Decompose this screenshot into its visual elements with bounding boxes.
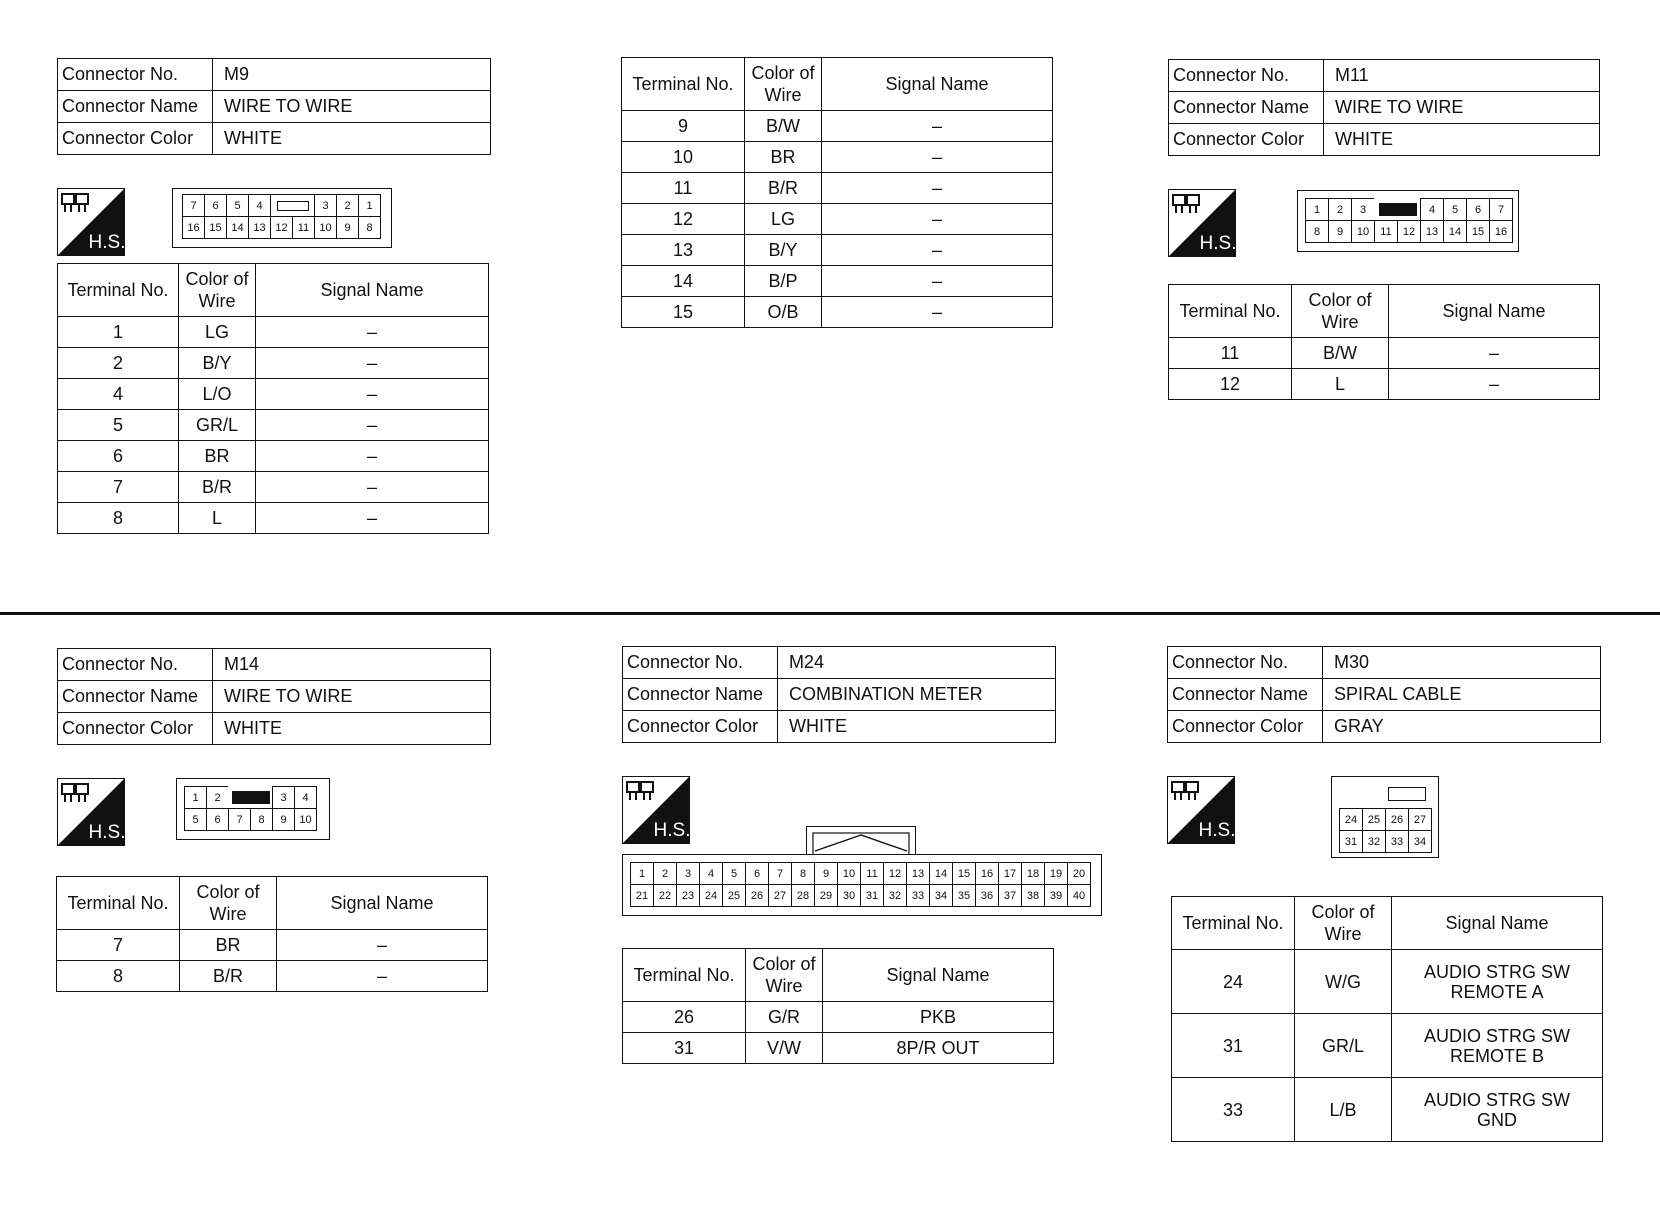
m11-pin: 3 [1351, 198, 1375, 221]
table-row [1172, 950, 1603, 1014]
signal-name-cell-wrap [1389, 338, 1600, 369]
m14-terminal-table [56, 876, 488, 992]
m30-pin: 24 [1339, 808, 1363, 831]
m24-pin: 7 [768, 862, 792, 885]
m9-pin: 13 [248, 216, 271, 239]
header-signal-name: Signal Name [1389, 285, 1600, 338]
m9-connector-name: WIRE TO WIRE [213, 91, 491, 123]
table-row [623, 1002, 1054, 1033]
svg-text:H.S.: H.S. [88, 822, 125, 843]
signal-name-cell-wrap [256, 441, 489, 472]
table-row [622, 173, 1053, 204]
m11-pin: 5 [1443, 198, 1467, 221]
m24-pin: 5 [722, 862, 746, 885]
header-terminal-no: Terminal No. [57, 877, 180, 930]
m24-pin: 1 [630, 862, 654, 885]
m24-connector-name: COMBINATION METER [778, 679, 1056, 711]
wire-color-cell: L/B [1295, 1078, 1392, 1142]
m9-connector-face [172, 188, 392, 248]
signal-name-cell-wrap [822, 266, 1053, 297]
m24-pin: 37 [998, 884, 1022, 907]
m24-pin: 18 [1021, 862, 1045, 885]
signal-name-cell-wrap [256, 379, 489, 410]
table-row [622, 297, 1053, 328]
m30-pin: 25 [1362, 808, 1386, 831]
wire-color-cell: BR [179, 441, 256, 472]
m9-pin [270, 194, 315, 217]
header-signal-name: Signal Name [256, 264, 489, 317]
m14-pin-grid [185, 787, 317, 831]
table-row [58, 379, 489, 410]
header-terminal-no: Terminal No. [58, 264, 179, 317]
m30-pin: 33 [1385, 830, 1409, 853]
m30-connector-face [1331, 776, 1439, 858]
signal-name-cell: – [366, 321, 377, 342]
signal-name-cell: REMOTE A [1450, 981, 1544, 1002]
table-row [58, 472, 489, 503]
m24-pin: 28 [791, 884, 815, 907]
signal-name-cell: – [931, 208, 942, 229]
m14-pin: 8 [250, 808, 273, 831]
m11-pin: 10 [1351, 220, 1375, 243]
header-color-of-wire: Color of Wire [745, 58, 822, 111]
section-divider [0, 612, 1660, 615]
wire-color-cell: L/O [179, 379, 256, 410]
wire-color-cell: L [1292, 369, 1389, 400]
terminal-no-cell: 5 [58, 410, 179, 441]
terminal-no-cell: 33 [1172, 1078, 1295, 1142]
terminal-no-cell: 6 [58, 441, 179, 472]
label-connector-name: Connector Name [623, 679, 778, 711]
m30-pin: 31 [1339, 830, 1363, 853]
table-row [58, 503, 489, 534]
m24-pin: 32 [883, 884, 907, 907]
m24-pin: 6 [745, 862, 769, 885]
m14-blank-slot [232, 791, 270, 804]
m9-pin: 5 [226, 194, 249, 217]
signal-name-cell: – [366, 476, 377, 497]
terminal-no-cell: 24 [1172, 950, 1295, 1014]
terminal-no-cell: 12 [1169, 369, 1292, 400]
m24-pin: 17 [998, 862, 1022, 885]
signal-name-cell-wrap [256, 472, 489, 503]
m30-connector-no: M30 [1323, 647, 1601, 679]
m30-terminal-table [1171, 896, 1603, 1142]
m24-info-table [622, 646, 1056, 743]
m24-terminal-table [622, 948, 1054, 1064]
m30-pin: 32 [1362, 830, 1386, 853]
m24-pin: 36 [975, 884, 999, 907]
label-connector-name: Connector Name [58, 91, 213, 123]
m11-pin: 8 [1305, 220, 1329, 243]
m24-pin: 30 [837, 884, 861, 907]
m24-pin: 21 [630, 884, 654, 907]
m30-info-table [1167, 646, 1601, 743]
m14-pin: 5 [184, 808, 207, 831]
m24-pin: 38 [1021, 884, 1045, 907]
terminal-no-cell: 10 [622, 142, 745, 173]
svg-text:H.S.: H.S. [1199, 233, 1236, 254]
m11-pin: 9 [1328, 220, 1352, 243]
header-terminal-no: Terminal No. [622, 58, 745, 111]
terminal-no-cell: 26 [623, 1002, 746, 1033]
m11-pin: 7 [1489, 198, 1513, 221]
signal-name-cell: AUDIO STRG SW [1423, 1025, 1570, 1046]
m24-pin: 8 [791, 862, 815, 885]
terminal-no-cell: 8 [58, 503, 179, 534]
signal-name-cell: PKB [919, 1006, 957, 1027]
m14-info-table [57, 648, 491, 745]
signal-name-cell-wrap [1392, 1014, 1603, 1078]
m9-pin: 1 [358, 194, 381, 217]
label-connector-color: Connector Color [58, 713, 213, 745]
table-row [57, 961, 488, 992]
header-terminal-no: Terminal No. [1169, 285, 1292, 338]
m9-pin: 3 [314, 194, 337, 217]
m11-pin: 4 [1420, 198, 1444, 221]
header-color-of-wire: Color of Wire [179, 264, 256, 317]
m24-pin: 19 [1044, 862, 1068, 885]
m14-connector-color: WHITE [213, 713, 491, 745]
wire-color-cell: BR [180, 930, 277, 961]
m24-pin: 11 [860, 862, 884, 885]
wire-color-cell: B/W [745, 111, 822, 142]
label-connector-color: Connector Color [1169, 124, 1324, 156]
m24-pin: 15 [952, 862, 976, 885]
m9-pin: 14 [226, 216, 249, 239]
svg-text:H.S.: H.S. [88, 232, 125, 253]
label-connector-name: Connector Name [1168, 679, 1323, 711]
m11-pin-grid [1306, 199, 1513, 243]
wire-color-cell: B/R [179, 472, 256, 503]
hs-symbol-icon [1168, 189, 1236, 257]
signal-name-cell: – [366, 507, 377, 528]
m11-pin: 1 [1305, 198, 1329, 221]
signal-name-cell-wrap [256, 503, 489, 534]
m24-pin: 9 [814, 862, 838, 885]
m9-pin: 8 [358, 216, 381, 239]
m11-pin: 15 [1466, 220, 1490, 243]
signal-name-cell: – [1488, 342, 1499, 363]
terminal-no-cell: 31 [623, 1033, 746, 1064]
signal-name-cell-wrap [1389, 369, 1600, 400]
header-color-of-wire: Color of Wire [746, 949, 823, 1002]
m14-pin: 1 [184, 786, 207, 809]
m11-terminal-table [1168, 284, 1600, 400]
signal-name-cell: – [931, 115, 942, 136]
signal-name-cell: – [931, 239, 942, 260]
m24-pin: 24 [699, 884, 723, 907]
signal-name-cell-wrap [823, 1002, 1054, 1033]
m9-terminal-table-continued [621, 57, 1053, 328]
m24-pin: 20 [1067, 862, 1091, 885]
m24-pin: 33 [906, 884, 930, 907]
m9-pin: 6 [204, 194, 227, 217]
signal-name-cell: – [931, 270, 942, 291]
signal-name-cell: – [366, 383, 377, 404]
signal-name-cell-wrap [822, 297, 1053, 328]
m24-pin: 3 [676, 862, 700, 885]
m24-pin: 27 [768, 884, 792, 907]
m24-pin: 4 [699, 862, 723, 885]
signal-name-cell: – [931, 146, 942, 167]
m9-connector-no: M9 [213, 59, 491, 91]
table-row [622, 142, 1053, 173]
m24-pin: 29 [814, 884, 838, 907]
m9-pin: 2 [336, 194, 359, 217]
header-terminal-no: Terminal No. [1172, 897, 1295, 950]
table-row [1169, 338, 1600, 369]
header-color-of-wire: Color of Wire [180, 877, 277, 930]
table-row [57, 930, 488, 961]
signal-name-cell-wrap [822, 173, 1053, 204]
wire-color-cell: V/W [746, 1033, 823, 1064]
wire-color-cell: G/R [746, 1002, 823, 1033]
m11-pin: 11 [1374, 220, 1398, 243]
m24-pin: 22 [653, 884, 677, 907]
m11-pin: 13 [1420, 220, 1444, 243]
wire-color-cell: B/R [180, 961, 277, 992]
m24-connector-latch [806, 826, 916, 857]
signal-name-cell: – [931, 301, 942, 322]
table-row [58, 317, 489, 348]
wire-color-cell: GR/L [179, 410, 256, 441]
hs-symbol-icon [57, 188, 125, 256]
latch-arrow-icon [807, 827, 915, 857]
wire-color-cell: O/B [745, 297, 822, 328]
m9-blank-slot [277, 201, 309, 211]
m9-pin: 7 [182, 194, 205, 217]
terminal-no-cell: 2 [58, 348, 179, 379]
signal-name-cell: REMOTE B [1449, 1045, 1544, 1066]
signal-name-cell-wrap [277, 930, 488, 961]
hs-symbol-icon [1167, 776, 1235, 844]
signal-name-cell-wrap [822, 235, 1053, 266]
signal-name-cell: – [366, 352, 377, 373]
m24-pin-grid [631, 863, 1091, 907]
signal-name-cell: AUDIO STRG SW [1423, 961, 1570, 982]
table-row [58, 441, 489, 472]
m14-pin: 2 [206, 786, 229, 809]
m11-connector-color: WHITE [1324, 124, 1600, 156]
m24-connector-face [622, 854, 1102, 916]
m24-pin: 34 [929, 884, 953, 907]
terminal-no-cell: 14 [622, 266, 745, 297]
m24-pin: 13 [906, 862, 930, 885]
wire-color-cell: B/Y [179, 348, 256, 379]
svg-text:H.S.: H.S. [1198, 820, 1235, 841]
signal-name-cell-wrap [822, 111, 1053, 142]
table-row [623, 1033, 1054, 1064]
m14-pin: 3 [272, 786, 295, 809]
m14-connector-no: M14 [213, 649, 491, 681]
m14-pin: 4 [294, 786, 317, 809]
m9-connector-color: WHITE [213, 123, 491, 155]
m11-info-table [1168, 59, 1600, 156]
table-row [622, 235, 1053, 266]
header-signal-name: Signal Name [277, 877, 488, 930]
terminal-no-cell: 4 [58, 379, 179, 410]
label-connector-no: Connector No. [1169, 60, 1324, 92]
m11-pin: 12 [1397, 220, 1421, 243]
m30-latch [1388, 787, 1426, 801]
signal-name-cell-wrap [277, 961, 488, 992]
table-row [58, 410, 489, 441]
m24-pin: 39 [1044, 884, 1068, 907]
header-signal-name: Signal Name [1392, 897, 1603, 950]
m9-pin: 12 [270, 216, 293, 239]
hs-symbol-icon [57, 778, 125, 846]
signal-name-cell-wrap [256, 317, 489, 348]
m9-terminal-table [57, 263, 489, 534]
m24-pin: 40 [1067, 884, 1091, 907]
terminal-no-cell: 15 [622, 297, 745, 328]
terminal-no-cell: 11 [622, 173, 745, 204]
m14-connector-face [176, 778, 330, 840]
m11-pin: 2 [1328, 198, 1352, 221]
signal-name-cell: – [366, 445, 377, 466]
hs-symbol-icon [622, 776, 690, 844]
signal-name-cell: AUDIO STRG SW [1423, 1089, 1570, 1110]
signal-name-cell-wrap [256, 348, 489, 379]
table-row [622, 266, 1053, 297]
m9-pin: 16 [182, 216, 205, 239]
m24-pin: 16 [975, 862, 999, 885]
signal-name-cell: – [1488, 373, 1499, 394]
wire-color-cell: B/R [745, 173, 822, 204]
m24-pin: 10 [837, 862, 861, 885]
wire-color-cell: L [179, 503, 256, 534]
header-color-of-wire: Color of Wire [1295, 897, 1392, 950]
m14-connector-name: WIRE TO WIRE [213, 681, 491, 713]
terminal-no-cell: 13 [622, 235, 745, 266]
signal-name-cell-wrap [822, 204, 1053, 235]
m24-pin: 31 [860, 884, 884, 907]
m9-info-table [57, 58, 491, 155]
m14-pin: 10 [294, 808, 317, 831]
signal-name-cell-wrap [256, 410, 489, 441]
label-connector-no: Connector No. [1168, 647, 1323, 679]
m9-pin: 11 [292, 216, 315, 239]
m11-pin [1374, 198, 1421, 221]
wire-color-cell: B/W [1292, 338, 1389, 369]
m24-pin: 2 [653, 862, 677, 885]
m9-pin-grid [183, 195, 381, 239]
wire-color-cell: W/G [1295, 950, 1392, 1014]
m9-pin: 15 [204, 216, 227, 239]
signal-name-cell-wrap [1392, 1078, 1603, 1142]
header-signal-name: Signal Name [822, 58, 1053, 111]
m11-connector-name: WIRE TO WIRE [1324, 92, 1600, 124]
m11-connector-no: M11 [1324, 60, 1600, 92]
label-connector-no: Connector No. [623, 647, 778, 679]
signal-name-cell: 8P/R OUT [896, 1037, 980, 1058]
m24-pin: 26 [745, 884, 769, 907]
terminal-no-cell: 1 [58, 317, 179, 348]
m30-pin-grid [1340, 809, 1432, 853]
m24-pin: 25 [722, 884, 746, 907]
wire-color-cell: BR [745, 142, 822, 173]
m14-pin: 7 [228, 808, 251, 831]
m9-pin: 10 [314, 216, 337, 239]
signal-name-cell: – [931, 177, 942, 198]
label-connector-color: Connector Color [623, 711, 778, 743]
signal-name-cell: – [376, 934, 387, 955]
table-row [1172, 1078, 1603, 1142]
header-color-of-wire: Color of Wire [1292, 285, 1389, 338]
terminal-no-cell: 31 [1172, 1014, 1295, 1078]
wire-color-cell: LG [179, 317, 256, 348]
label-connector-name: Connector Name [1169, 92, 1324, 124]
signal-name-cell: GND [1477, 1109, 1517, 1130]
header-terminal-no: Terminal No. [623, 949, 746, 1002]
label-connector-color: Connector Color [58, 123, 213, 155]
terminal-no-cell: 7 [58, 472, 179, 503]
signal-name-cell: – [376, 965, 387, 986]
table-row [1172, 1014, 1603, 1078]
m24-connector-color: WHITE [778, 711, 1056, 743]
m11-pin: 14 [1443, 220, 1467, 243]
m24-pin: 12 [883, 862, 907, 885]
label-connector-color: Connector Color [1168, 711, 1323, 743]
table-row [58, 348, 489, 379]
m30-pin: 34 [1408, 830, 1432, 853]
wire-color-cell: GR/L [1295, 1014, 1392, 1078]
m24-pin: 35 [952, 884, 976, 907]
m14-pin [228, 786, 273, 809]
terminal-no-cell: 9 [622, 111, 745, 142]
signal-name-cell: – [366, 414, 377, 435]
m14-pin: 9 [272, 808, 295, 831]
label-connector-name: Connector Name [58, 681, 213, 713]
signal-name-cell-wrap [823, 1033, 1054, 1064]
terminal-no-cell: 12 [622, 204, 745, 235]
m11-blank-slot [1379, 203, 1417, 216]
signal-name-cell-wrap [1392, 950, 1603, 1014]
label-connector-no: Connector No. [58, 59, 213, 91]
m11-connector-face [1297, 190, 1519, 252]
m9-pin: 9 [336, 216, 359, 239]
terminal-no-cell: 7 [57, 930, 180, 961]
table-row [622, 204, 1053, 235]
svg-text:H.S.: H.S. [653, 820, 690, 841]
m24-pin: 23 [676, 884, 700, 907]
wire-color-cell: B/P [745, 266, 822, 297]
wire-color-cell: LG [745, 204, 822, 235]
table-row [1169, 369, 1600, 400]
terminal-no-cell: 11 [1169, 338, 1292, 369]
m30-connector-color: GRAY [1323, 711, 1601, 743]
m30-connector-name: SPIRAL CABLE [1323, 679, 1601, 711]
table-row [622, 111, 1053, 142]
m14-pin: 6 [206, 808, 229, 831]
terminal-no-cell: 8 [57, 961, 180, 992]
wire-color-cell: B/Y [745, 235, 822, 266]
m11-pin: 6 [1466, 198, 1490, 221]
m24-pin: 14 [929, 862, 953, 885]
header-signal-name: Signal Name [823, 949, 1054, 1002]
m30-pin: 27 [1408, 808, 1432, 831]
label-connector-no: Connector No. [58, 649, 213, 681]
m24-connector-no: M24 [778, 647, 1056, 679]
m9-pin: 4 [248, 194, 271, 217]
signal-name-cell-wrap [822, 142, 1053, 173]
m30-pin: 26 [1385, 808, 1409, 831]
m11-pin: 16 [1489, 220, 1513, 243]
